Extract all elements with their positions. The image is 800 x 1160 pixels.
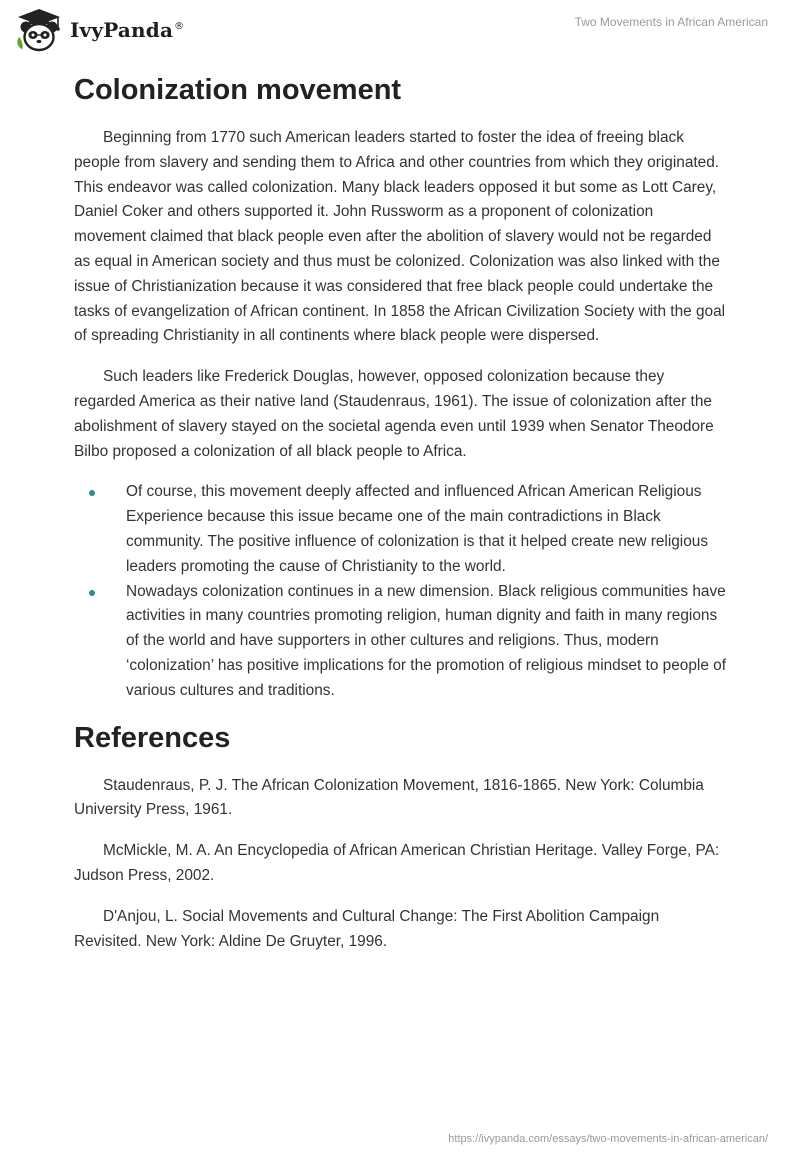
source-url[interactable]: https://ivypanda.com/essays/two-movements-in-african-american/	[448, 1133, 768, 1145]
brand-logo[interactable]	[14, 7, 184, 53]
registered-mark: ®	[174, 21, 185, 33]
document-body	[74, 70, 726, 970]
paragraph: Beginning from 1770 such American leaders started to foster the idea of freeing black people from slavery and sending them to Africa and other countries from which they originated. This endeavor was called colonization. Many black leaders opposed it but some as Lott Carey, Daniel Coker and others supported it. John Russworm as a proponent of colonization movement claimed that black people even after the abolition of slavery would not be regarded as equal in American society and thus must be colonized. Colonization was also linked with the issue of Christianization because it was considered that free black people could undertake the tasks of evangelization of African continent. In 1858 the African Civilization Society with the goal of spreading Christianity in all continents where black people were dispersed.	[74, 129, 726, 345]
section-heading-colonization: Colonization movement	[74, 74, 402, 106]
bullet-item	[74, 480, 726, 579]
reference-item: D'Anjou, L. Social Movements and Cultural Change: The First Abolition Campaign Revisited. New York: Aldine De Gruyter, 1996.	[74, 907, 660, 950]
page-header	[0, 0, 800, 60]
bullet-text: Nowadays colonization continues in a new dimension. Black religious communities have activities in many countries promoting religion, human dignity and faith in many regions of the world and have supporters in other cultures and religions. Thus, modern ‘colonization’ has positive implications for the promotion of religious mindset to people of various cultures and traditions.	[126, 582, 726, 699]
section-heading-references: References	[74, 721, 231, 754]
bullet-icon	[89, 590, 95, 596]
bullet-text: Of course, this movement deeply affected and influenced African American Religious Experience because this issue became one of the main contradictions in Black community. The positive influence of colonization is that it helped create new religious leaders promoting the cause of Christianity to the world.	[126, 483, 709, 575]
panda-graduate-icon	[14, 7, 64, 53]
bullet-icon	[89, 490, 95, 496]
brand-name: IvyPanda®	[70, 18, 185, 42]
bullet-item	[74, 580, 726, 704]
reference-item: McMickle, M. A. An Encyclopedia of African American Christian Heritage. Valley Forge, PA: Judson Press, 2002.	[74, 842, 720, 884]
document-title: Two Movements in African American	[574, 15, 768, 29]
bullet-list	[74, 480, 726, 703]
reference-item: Staudenraus, P. J. The African Colonization Movement, 1816-1865. New York: Columbia University Press, 1961.	[74, 776, 704, 819]
paragraph: Such leaders like Frederick Douglas, however, opposed colonization because they regarded America as their native land (Staudenraus, 1961). The issue of colonization after the abolishment of slavery stayed on the societal agenda even until 1939 when Senator Theodore Bilbo proposed a colonization of all black people to Africa.	[74, 368, 714, 460]
